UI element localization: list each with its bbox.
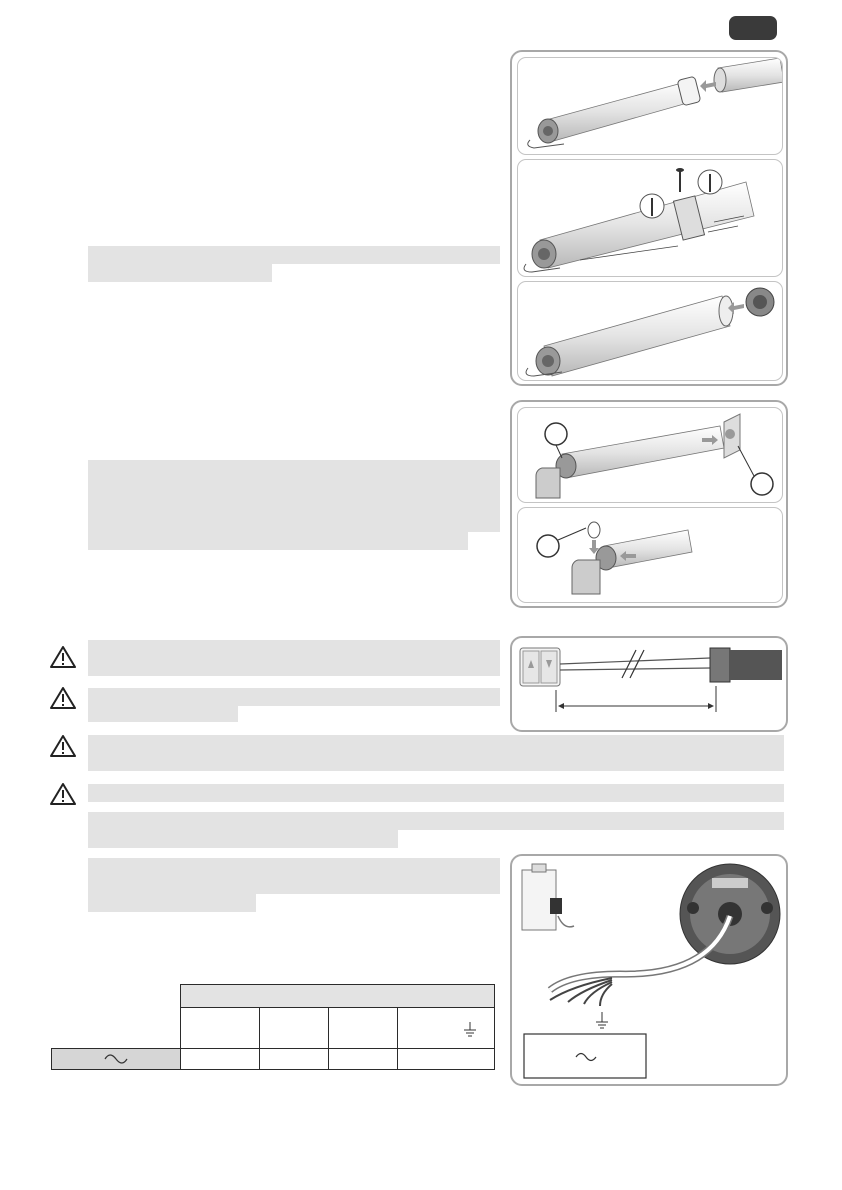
bracket-panel: [510, 400, 788, 608]
warning-bar-3: [88, 735, 784, 771]
table-cell: [180, 1048, 259, 1069]
ground-symbol-icon: [460, 1020, 480, 1040]
wiring-panel: [510, 854, 788, 1086]
warning-triangle-icon: [50, 782, 76, 806]
warning-bar-2b: [88, 706, 238, 722]
warning-triangle-icon: [50, 645, 76, 669]
warning-triangle-icon: [50, 686, 76, 710]
assembly-panel: [510, 50, 788, 386]
figure-clip-fixing: [517, 507, 783, 603]
text-bar-2b: [88, 532, 468, 550]
warning-bar-4: [88, 784, 784, 802]
table-header-cell-ground: [397, 1008, 494, 1049]
text-bar-6: [88, 858, 500, 894]
figure-screw-fixing: [517, 159, 783, 277]
warning-triangle-icon: [50, 734, 76, 758]
text-bar-1b: [88, 264, 272, 282]
table-header-cell: [259, 1008, 328, 1049]
table-cell: [397, 1048, 494, 1069]
text-bar-2: [88, 460, 500, 532]
figure-adapter-fitting: [517, 281, 783, 381]
wiring-spec-table: [51, 984, 495, 1070]
table-header-bar: [180, 985, 494, 1008]
ground-symbol-icon: [596, 1012, 608, 1028]
text-bar-6b: [88, 894, 256, 912]
text-bar-5: [88, 812, 784, 830]
language-badge: [729, 16, 777, 40]
table-cell: [259, 1048, 328, 1069]
voltage-cell: [52, 1048, 181, 1069]
warning-bar-1: [88, 640, 500, 676]
text-bar-5b: [88, 830, 398, 848]
alternating-current-icon: [103, 1053, 129, 1065]
table-cell: [328, 1048, 397, 1069]
figure-crown-fitting: [517, 57, 783, 155]
table-header-cell: [180, 1008, 259, 1049]
table-header-cell: [328, 1008, 397, 1049]
text-bar-1: [88, 246, 500, 264]
cable-length-panel: [510, 636, 788, 732]
warning-bar-2: [88, 688, 500, 706]
figure-tube-insertion: [517, 407, 783, 503]
